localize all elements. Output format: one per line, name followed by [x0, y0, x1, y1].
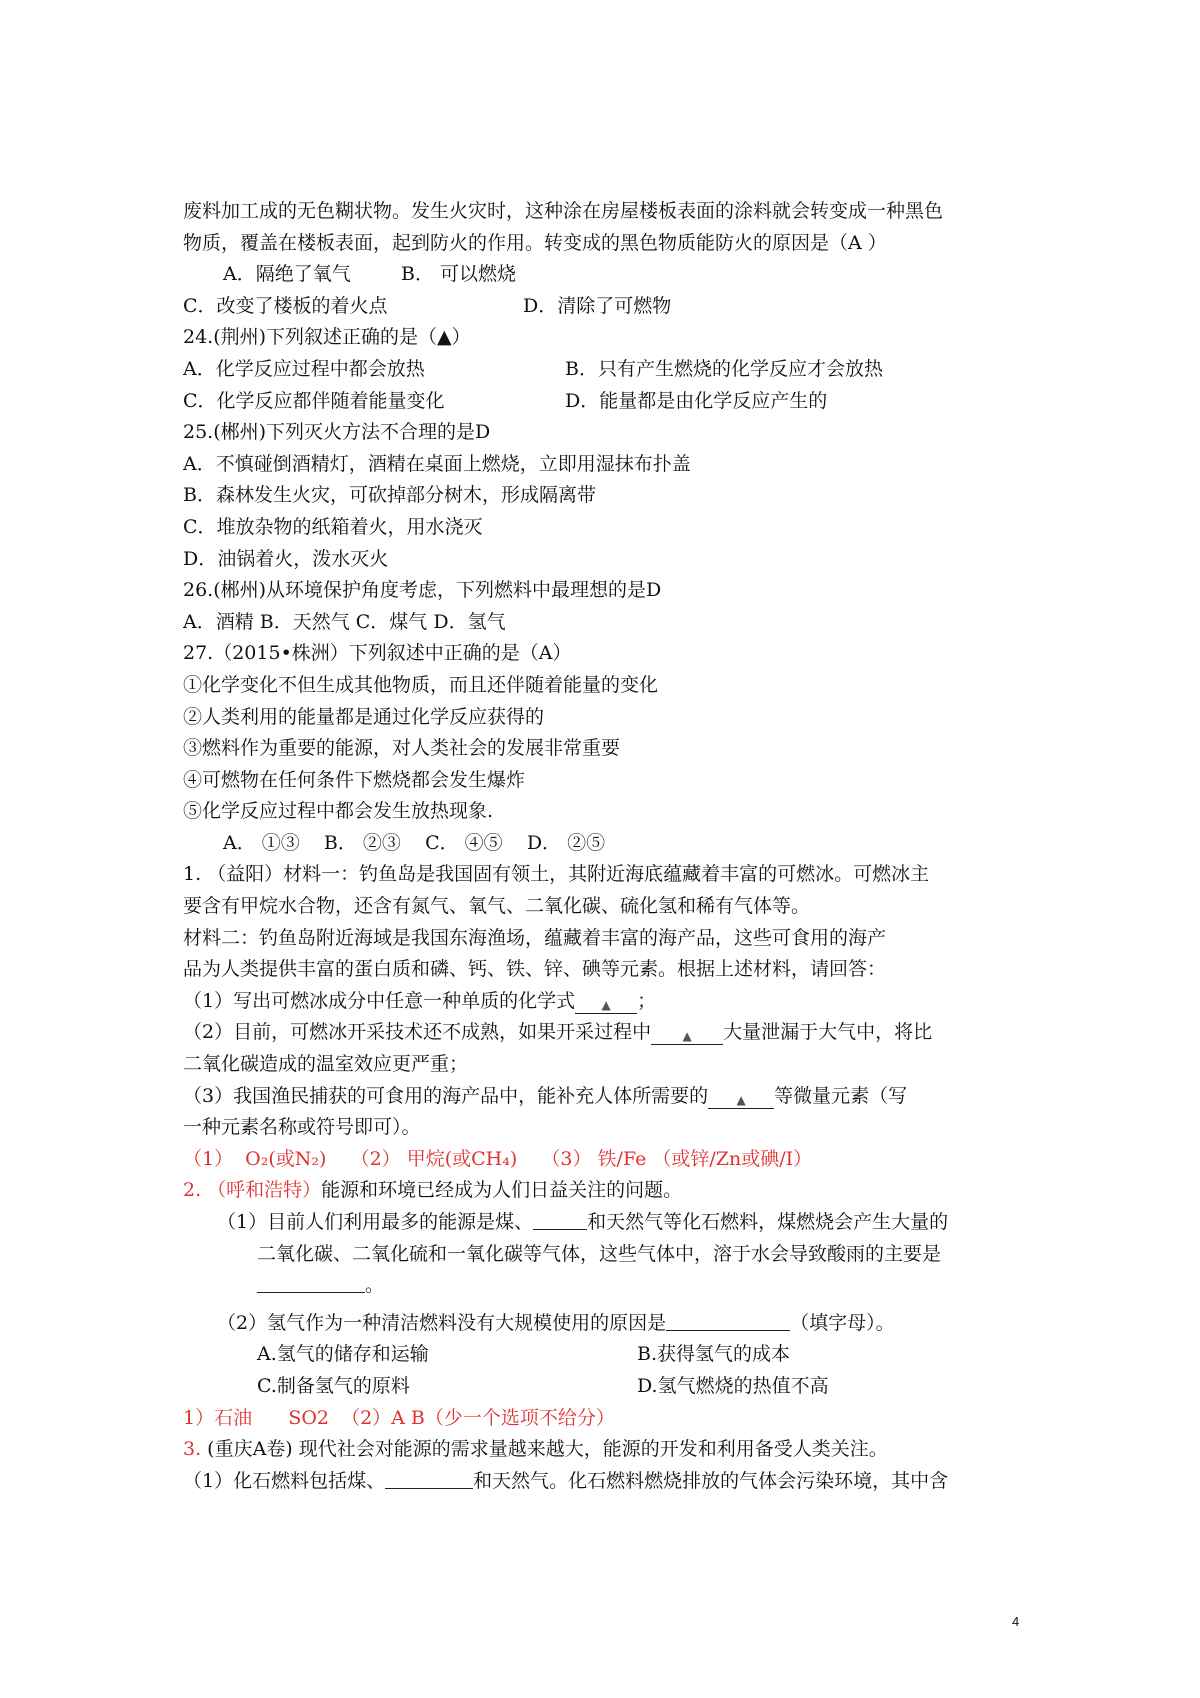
answer-line: （1） O₂(或N₂) （2） 甲烷(或CH₄) （3） 铁/Fe （或锌/Zn或碘/I）: [183, 1147, 813, 1170]
options-line: A． ①③ B． ②③ C． ④⑤ D． ②⑤: [223, 831, 606, 854]
answer-blank: [257, 1274, 365, 1293]
statement-1: ①化学变化不但生成其他物质，而且还伴随着能量的变化: [183, 673, 659, 696]
statement-2: ②人类利用的能量都是通过化学反应获得的: [183, 705, 545, 728]
sub-question-1: （1）目前人们利用最多的能源是煤、 和天然气等化石燃料，煤燃烧会产生大量的: [217, 1211, 949, 1233]
option-b: B． 可以燃烧: [401, 263, 517, 286]
question-27: 27.（2015•株洲）下列叙述中正确的是（A）: [183, 642, 572, 665]
options-row: [183, 291, 1023, 323]
answer-blank: [533, 1211, 587, 1230]
answer-blank: ▲: [575, 995, 637, 1014]
option-d: D.氢气燃烧的热值不高: [637, 1374, 829, 1397]
answer-blank: [385, 1470, 473, 1489]
options-row: [183, 386, 1023, 418]
options-line: A．酒精 B．天然气 C．煤气 D．氢气: [183, 610, 506, 633]
answer-line: 1）石油 SO2 （2）A B（少一个选项不给分）: [183, 1406, 615, 1429]
option-a: A．隔绝了氧气: [223, 263, 351, 286]
answer-blank: ▲: [708, 1090, 774, 1109]
answer-blank: ▲: [651, 1026, 723, 1045]
text-line: 要含有甲烷水合物，还含有氮气、氧气、二氧化碳、硫化氢和稀有气体等。: [183, 895, 811, 918]
text-line: 二氧化碳造成的温室效应更严重；: [183, 1053, 469, 1076]
text-line: 。: [183, 1270, 1023, 1302]
sub-question-3: （3）我国渔民捕获的可食用的海产品中，能补充人体所需要的 ▲ 等微量元素（写: [183, 1084, 908, 1107]
option-d: D．油锅着火，泼水灭火: [183, 547, 389, 570]
question-25: 25.(郴州)下列灭火方法不合理的是D: [183, 421, 491, 444]
option-c: C.制备氢气的原料: [257, 1374, 410, 1397]
statement-5: ⑤化学反应过程中都会发生放热现象.: [183, 800, 494, 823]
page-content: [183, 196, 1023, 1497]
options-row: [183, 354, 1023, 386]
text-line: 品为人类提供丰富的蛋白质和磷、钙、铁、锌、碘等元素。根据上述材料，请回答：: [183, 958, 887, 981]
sub-question-2: （2）目前，可燃冰开采技术还不成熟，如果开采过程中 ▲ 大量泄漏于大气中，将比: [183, 1021, 933, 1044]
options-row: [183, 259, 1023, 291]
option-c: C．改变了楼板的着火点: [183, 294, 388, 317]
text-line: 废料加工成的无色糊状物。发生火灾时，这种涂在房屋楼板表面的涂料就会转变成一种黑色: [183, 200, 944, 222]
option-c: C．堆放杂物的纸箱着火，用水浇灭: [183, 515, 483, 538]
text-line: 二氧化碳、二氧化硫和一氧化碳等气体，这些气体中，溶于水会导致酸雨的主要是: [257, 1242, 942, 1265]
option-b: B．只有产生燃烧的化学反应才会放热: [565, 357, 883, 380]
question-26: 26.(郴州)从环境保护角度考虑，下列燃料中最理想的是D: [183, 579, 662, 602]
statement-4: ④可燃物在任何条件下燃烧都会发生爆炸: [183, 768, 526, 791]
fill-question-1: 1. （益阳）材料一：钓鱼岛是我国固有领土，其附近海底蕴藏着丰富的可燃冰。可燃冰主: [183, 863, 930, 886]
sub-question-1: （1）写出可燃冰成分中任意一种单质的化学式 ▲ ；: [183, 989, 657, 1012]
sub-question-1: （1）化石燃料包括煤、 和天然气。化石燃料燃烧排放的气体会污染环境，其中含: [183, 1469, 949, 1492]
option-a: A．不慎碰倒酒精灯，酒精在桌面上燃烧，立即用湿抹布扑盖: [183, 452, 691, 475]
answer-blank: [666, 1312, 790, 1331]
page-number: 4: [1012, 1614, 1020, 1629]
options-row: [183, 1339, 1023, 1371]
text-line: 物质，覆盖在楼板表面，起到防火的作用。转变成的黑色物质能防火的原因是（A ）: [183, 231, 887, 254]
text-line: 材料二：钓鱼岛附近海域是我国东海渔场，蕴藏着丰富的海产品，这些可食用的海产: [183, 926, 887, 949]
option-a: A．化学反应过程中都会放热: [183, 357, 425, 380]
option-b: B.获得氢气的成本: [637, 1343, 791, 1366]
options-row: [183, 1371, 1023, 1403]
option-a: A.氢气的储存和运输: [257, 1343, 429, 1366]
option-d: D．能量都是由化学反应产生的: [565, 389, 828, 412]
fill-question-3: 3. (重庆A卷) 现代社会对能源的需求量越来越大，能源的开发和利用备受人类关注。: [183, 1438, 888, 1461]
sub-question-2: （2）氢气作为一种清洁燃料没有大规模使用的原因是 （填字母）。: [217, 1311, 895, 1334]
question-24: 24.(荆州)下列叙述正确的是（▲）: [183, 326, 471, 349]
option-c: C．化学反应都伴随着能量变化: [183, 389, 445, 412]
option-b: B．森林发生火灾，可砍掉部分树木，形成隔离带: [183, 484, 596, 507]
text-line: 一种元素名称或符号即可）。: [183, 1116, 421, 1139]
fill-question-2: 2. （呼和浩特）能源和环境已经成为人们日益关注的问题。: [183, 1179, 683, 1202]
statement-3: ③燃料作为重要的能源，对人类社会的发展非常重要: [183, 737, 621, 760]
option-d: D．清除了可燃物: [523, 294, 672, 317]
